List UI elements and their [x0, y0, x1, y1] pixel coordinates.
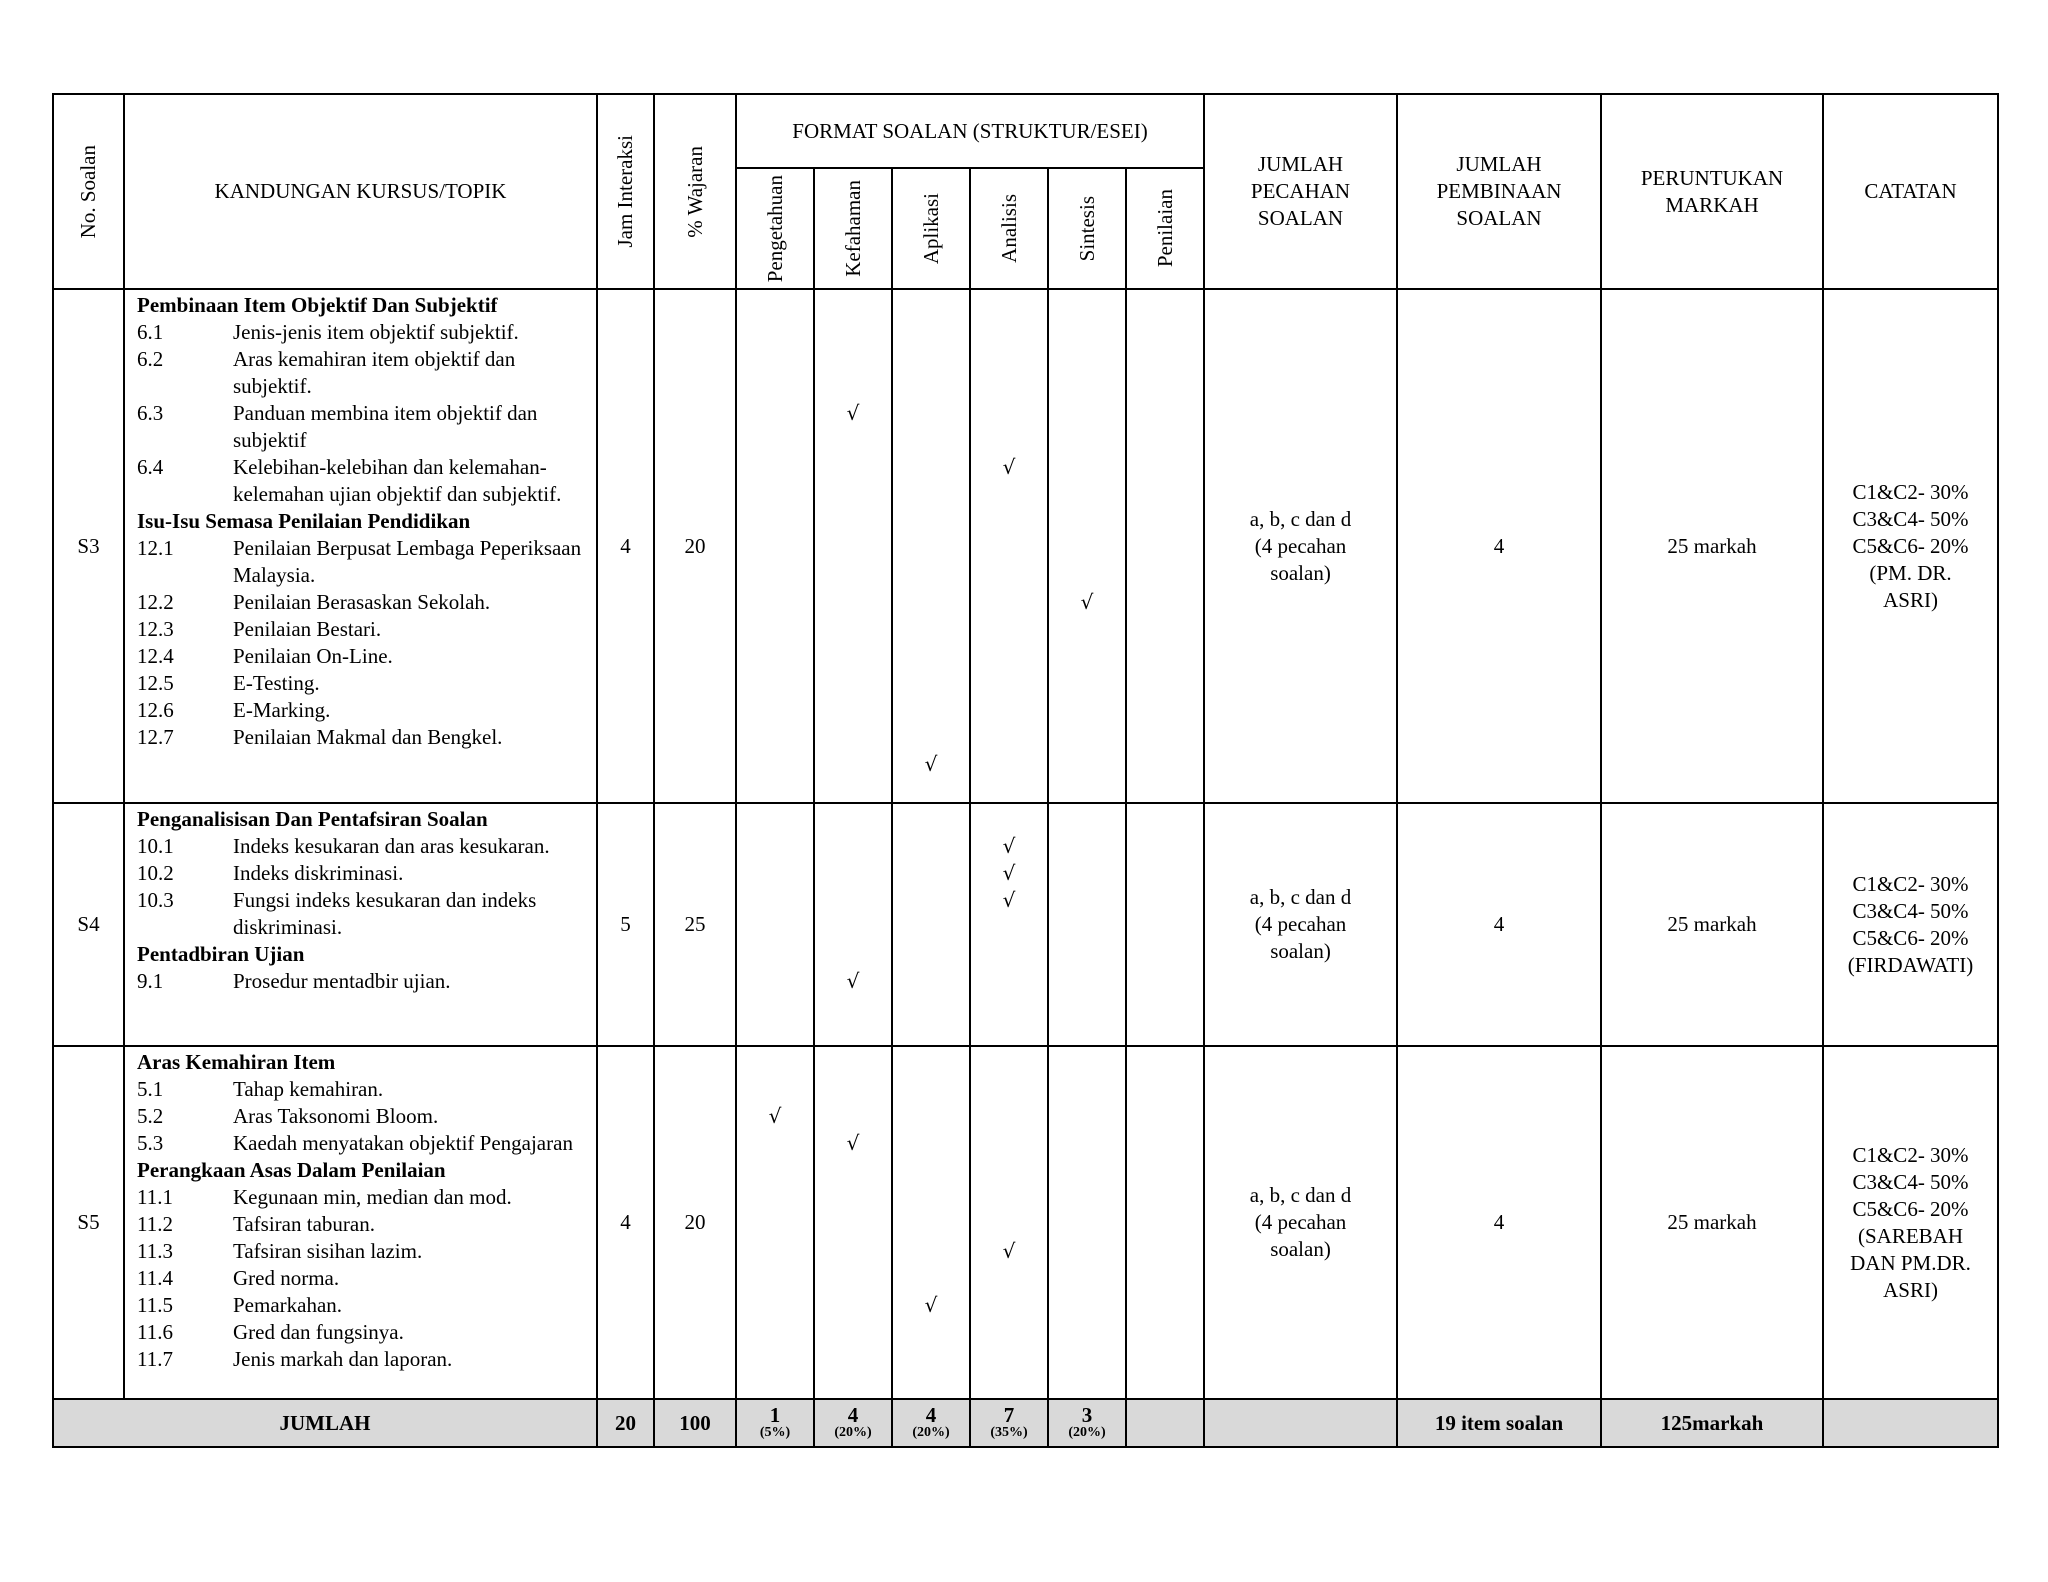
topic-item-number: 10.3 — [137, 888, 174, 912]
topic-item-number: 10.2 — [137, 861, 174, 885]
catatan-line: (PM. DR. — [1869, 560, 1952, 585]
header-catatan: CATATAN — [1823, 94, 1998, 289]
header-level-kefahaman: Kefahaman — [814, 168, 892, 289]
tick-mark-icon: √ — [1002, 1239, 1016, 1263]
topic-item-text: Indeks diskriminasi. — [233, 861, 404, 885]
topic-item-number: 12.6 — [137, 698, 174, 722]
tick-mark-icon: √ — [1002, 834, 1016, 858]
tick-mark-icon: √ — [846, 401, 860, 425]
peruntukan-markah-value: 25 markah — [1601, 1046, 1823, 1399]
jumlah-pecahan-value — [1204, 1046, 1397, 1399]
catatan-line: (SAREBAH — [1858, 1223, 1964, 1248]
topic-item — [137, 887, 590, 941]
topic-item-text: E-Marking. — [233, 698, 331, 722]
topic-item-number: 11.7 — [137, 1347, 173, 1371]
topic-item-number: 12.3 — [137, 617, 174, 641]
topic-item-number: 5.2 — [137, 1104, 164, 1128]
topic-title: Pentadbiran Ujian — [137, 942, 305, 966]
pecahan-line: a, b, c dan d — [1249, 506, 1352, 531]
topic-item-text: Jenis-jenis item objektif subjektif. — [233, 320, 519, 344]
pecahan-line: soalan) — [1270, 939, 1331, 963]
catatan-line: C1&C2- 30% — [1852, 1142, 1969, 1167]
catatan-line: DAN PM.DR. — [1850, 1250, 1971, 1275]
topic-item-text: Tahap kemahiran. — [233, 1077, 384, 1101]
topic-item-text: Penilaian Makmal dan Bengkel. — [233, 725, 503, 749]
topic-title: Isu-Isu Semasa Penilaian Pendidikan — [137, 509, 471, 533]
topic-item-text: Penilaian Bestari. — [233, 617, 382, 641]
pecahan-line: a, b, c dan d — [1249, 885, 1352, 909]
topic-item-number: 11.6 — [137, 1320, 173, 1344]
topic-item-text: Fungsi indeks kesukaran dan indeks diskriminasi. — [233, 888, 537, 939]
topic-item-text: Tafsiran sisihan lazim. — [233, 1239, 423, 1263]
topic-item-number: 10.1 — [137, 834, 174, 858]
pecahan-line: a, b, c dan d — [1249, 1183, 1352, 1207]
topic-item-number: 11.1 — [137, 1185, 173, 1209]
topic-item-number: 12.1 — [137, 536, 174, 560]
topic-item — [137, 670, 590, 697]
topic-item — [137, 724, 590, 751]
topic-item — [137, 1076, 590, 1103]
topic-item-number: 5.3 — [137, 1131, 164, 1155]
topic-item — [137, 589, 590, 616]
level-cell-sintesis — [1048, 1046, 1126, 1399]
level-cell-kefahaman — [814, 1046, 892, 1399]
total-analisis: 7 (35%) — [970, 1399, 1048, 1447]
topic-item-number: 12.7 — [137, 725, 174, 749]
catatan-line: C5&C6- 20% — [1852, 925, 1969, 950]
topic-item — [137, 1238, 590, 1265]
topic-item — [137, 1319, 590, 1346]
catatan-value — [1823, 289, 1998, 803]
topic-item-text: Gred dan fungsinya. — [233, 1320, 404, 1344]
topic-title: Perangkaan Asas Dalam Penilaian — [137, 1158, 446, 1182]
topic-item — [137, 1184, 590, 1211]
catatan-line: C5&C6- 20% — [1852, 533, 1969, 558]
level-cell-analisis — [970, 803, 1048, 1046]
topic-item-text: Kaedah menyatakan objektif Pengajaran — [233, 1131, 573, 1155]
header-kandungan: KANDUNGAN KURSUS/TOPIK — [124, 94, 597, 289]
tick-mark-icon: √ — [768, 1104, 782, 1128]
catatan-line: C1&C2- 30% — [1852, 871, 1969, 896]
topic-cell — [124, 289, 597, 803]
topic-item-text: Pemarkahan. — [233, 1293, 343, 1317]
total-row — [53, 1399, 1998, 1447]
level-cell-aplikasi — [892, 803, 970, 1046]
topic-item-text: Panduan membina item objektif dan subjektif — [233, 401, 538, 452]
topic-item-text: Indeks kesukaran dan aras kesukaran. — [233, 834, 550, 858]
header-level-sintesis: Sintesis — [1048, 168, 1126, 289]
topic-cell — [124, 1046, 597, 1399]
total-kefahaman: 4 (20%) — [814, 1399, 892, 1447]
total-catatan — [1823, 1399, 1998, 1447]
level-cell-aplikasi — [892, 1046, 970, 1399]
pecahan-line: (4 pecahan — [1254, 912, 1347, 936]
level-cell-sintesis — [1048, 289, 1126, 803]
topic-item — [137, 1211, 590, 1238]
total-markah: 125markah — [1601, 1399, 1823, 1447]
pecahan-line: (4 pecahan — [1254, 533, 1347, 558]
topic-item-number: 12.4 — [137, 644, 174, 668]
topic-item-text: Aras Taksonomi Bloom. — [233, 1104, 439, 1128]
total-sintesis: 3 (20%) — [1048, 1399, 1126, 1447]
tick-mark-icon: √ — [1002, 861, 1016, 885]
jam-interaksi-value: 4 — [597, 289, 654, 803]
topic-item-number: 11.3 — [137, 1239, 173, 1263]
header-peruntukan-markah: PERUNTUKAN MARKAH — [1601, 94, 1823, 289]
topic-item-text: Kegunaan min, median dan mod. — [233, 1185, 512, 1209]
tick-mark-icon: √ — [1002, 888, 1016, 912]
tick-mark-icon: √ — [846, 969, 860, 993]
total-penilaian — [1126, 1399, 1204, 1447]
jumlah-pembinaan-value: 4 — [1397, 1046, 1601, 1399]
jam-interaksi-value: 4 — [597, 1046, 654, 1399]
header-wajaran: % Wajaran — [654, 94, 736, 289]
topic-item — [137, 968, 590, 995]
jumlah-pembinaan-value: 4 — [1397, 289, 1601, 803]
topic-item — [137, 1346, 590, 1373]
exam-specification-table — [52, 93, 1999, 1448]
document-page — [52, 93, 1997, 1448]
topic-item — [137, 616, 590, 643]
header-level-aplikasi: Aplikasi — [892, 168, 970, 289]
topic-item — [137, 454, 590, 508]
question-row — [53, 1046, 1998, 1399]
topic-item-text: E-Testing. — [233, 671, 320, 695]
total-label: JUMLAH — [53, 1399, 597, 1447]
topic-item — [137, 697, 590, 724]
catatan-value — [1823, 803, 1998, 1046]
tick-mark-icon: √ — [846, 1131, 860, 1155]
topic-item-text: Penilaian On-Line. — [233, 644, 393, 668]
level-cell-pengetahuan — [736, 289, 814, 803]
catatan-line: ASRI) — [1883, 587, 1938, 612]
topic-item-text: Jenis markah dan laporan. — [233, 1347, 453, 1371]
jumlah-pecahan-value — [1204, 289, 1397, 803]
catatan-line: C3&C4- 50% — [1852, 1169, 1969, 1194]
topic-item — [137, 860, 590, 887]
level-cell-penilaian — [1126, 803, 1204, 1046]
pecahan-line: (4 pecahan — [1254, 1210, 1347, 1234]
tick-mark-icon: √ — [924, 1293, 938, 1317]
topic-item-number: 11.2 — [137, 1212, 173, 1236]
topic-item — [137, 1265, 590, 1292]
topic-item-text: Aras kemahiran item objektif dan subjektif. — [233, 347, 516, 398]
wajaran-value: 20 — [654, 1046, 736, 1399]
total-wajaran: 100 — [654, 1399, 736, 1447]
topic-item — [137, 319, 590, 346]
topic-title: Penganalisisan Dan Pentafsiran Soalan — [137, 807, 488, 831]
total-pembinaan: 19 item soalan — [1397, 1399, 1601, 1447]
header-no-soalan: No. Soalan — [53, 94, 124, 289]
topic-item-text: Gred norma. — [233, 1266, 340, 1290]
header-jumlah-pembinaan: JUMLAH PEMBINAAN SOALAN — [1397, 94, 1601, 289]
total-pengetahuan: 1 (5%) — [736, 1399, 814, 1447]
question-number: S5 — [53, 1046, 124, 1399]
topic-item-text: Penilaian Berasaskan Sekolah. — [233, 590, 491, 614]
level-cell-kefahaman — [814, 289, 892, 803]
tick-mark-icon: √ — [1002, 455, 1016, 479]
topic-item — [137, 643, 590, 670]
topic-item-number: 11.4 — [137, 1266, 173, 1290]
level-cell-analisis — [970, 1046, 1048, 1399]
tick-mark-icon: √ — [924, 752, 938, 776]
peruntukan-markah-value: 25 markah — [1601, 803, 1823, 1046]
topic-item-number: 9.1 — [137, 969, 164, 993]
header-jam-interaksi: Jam Interaksi — [597, 94, 654, 289]
header-level-penilaian: Penilaian — [1126, 168, 1204, 289]
topic-item-number: 6.3 — [137, 401, 164, 425]
jam-interaksi-value: 5 — [597, 803, 654, 1046]
total-jam: 20 — [597, 1399, 654, 1447]
header-jumlah-pecahan: JUMLAH PECAHAN SOALAN — [1204, 94, 1397, 289]
header-level-analisis: Analisis — [970, 168, 1048, 289]
pecahan-line: soalan) — [1270, 560, 1331, 585]
level-cell-pengetahuan — [736, 803, 814, 1046]
topic-item-text: Prosedur mentadbir ujian. — [233, 969, 451, 993]
question-row — [53, 803, 1998, 1046]
question-row — [53, 289, 1998, 803]
wajaran-value: 20 — [654, 289, 736, 803]
topic-item — [137, 833, 590, 860]
topic-item — [137, 400, 590, 454]
catatan-line: C1&C2- 30% — [1852, 479, 1969, 504]
tick-mark-icon: √ — [1080, 590, 1094, 614]
topic-item-number: 5.1 — [137, 1077, 164, 1101]
topic-item — [137, 535, 590, 589]
topic-title: Pembinaan Item Objektif Dan Subjektif — [137, 293, 498, 317]
topic-item — [137, 1130, 590, 1157]
catatan-value — [1823, 1046, 1998, 1399]
topic-title: Aras Kemahiran Item — [137, 1050, 336, 1074]
topic-item-text: Tafsiran taburan. — [233, 1212, 375, 1236]
catatan-line: C3&C4- 50% — [1852, 506, 1969, 531]
question-number: S4 — [53, 803, 124, 1046]
jumlah-pecahan-value — [1204, 803, 1397, 1046]
total-pecahan — [1204, 1399, 1397, 1447]
wajaran-value: 25 — [654, 803, 736, 1046]
topic-item — [137, 346, 590, 400]
total-aplikasi: 4 (20%) — [892, 1399, 970, 1447]
question-number: S3 — [53, 289, 124, 803]
jumlah-pembinaan-value: 4 — [1397, 803, 1601, 1046]
topic-item-number: 6.4 — [137, 455, 164, 479]
level-cell-analisis — [970, 289, 1048, 803]
catatan-line: C3&C4- 50% — [1852, 898, 1969, 923]
topic-cell — [124, 803, 597, 1046]
level-cell-pengetahuan — [736, 1046, 814, 1399]
catatan-line: C5&C6- 20% — [1852, 1196, 1969, 1221]
level-cell-penilaian — [1126, 289, 1204, 803]
topic-item-text: Penilaian Berpusat Lembaga Peperiksaan Malaysia. — [233, 536, 582, 587]
topic-item-number: 12.5 — [137, 671, 174, 695]
header-level-pengetahuan: Pengetahuan — [736, 168, 814, 289]
level-cell-kefahaman — [814, 803, 892, 1046]
level-cell-sintesis — [1048, 803, 1126, 1046]
header-format-soalan: FORMAT SOALAN (STRUKTUR/ESEI) — [736, 94, 1204, 168]
topic-item-number: 12.2 — [137, 590, 174, 614]
catatan-line: (FIRDAWATI) — [1847, 952, 1974, 977]
level-cell-penilaian — [1126, 1046, 1204, 1399]
topic-item — [137, 1103, 590, 1130]
topic-item — [137, 1292, 590, 1319]
catatan-line: ASRI) — [1883, 1277, 1938, 1302]
topic-item-number: 6.2 — [137, 347, 164, 371]
topic-item-number: 6.1 — [137, 320, 164, 344]
peruntukan-markah-value: 25 markah — [1601, 289, 1823, 803]
topic-item-number: 11.5 — [137, 1293, 173, 1317]
topic-item-text: Kelebihan-kelebihan dan kelemahan-kelemahan ujian objektif dan subjektif. — [233, 455, 562, 506]
pecahan-line: soalan) — [1270, 1237, 1331, 1261]
level-cell-aplikasi — [892, 289, 970, 803]
